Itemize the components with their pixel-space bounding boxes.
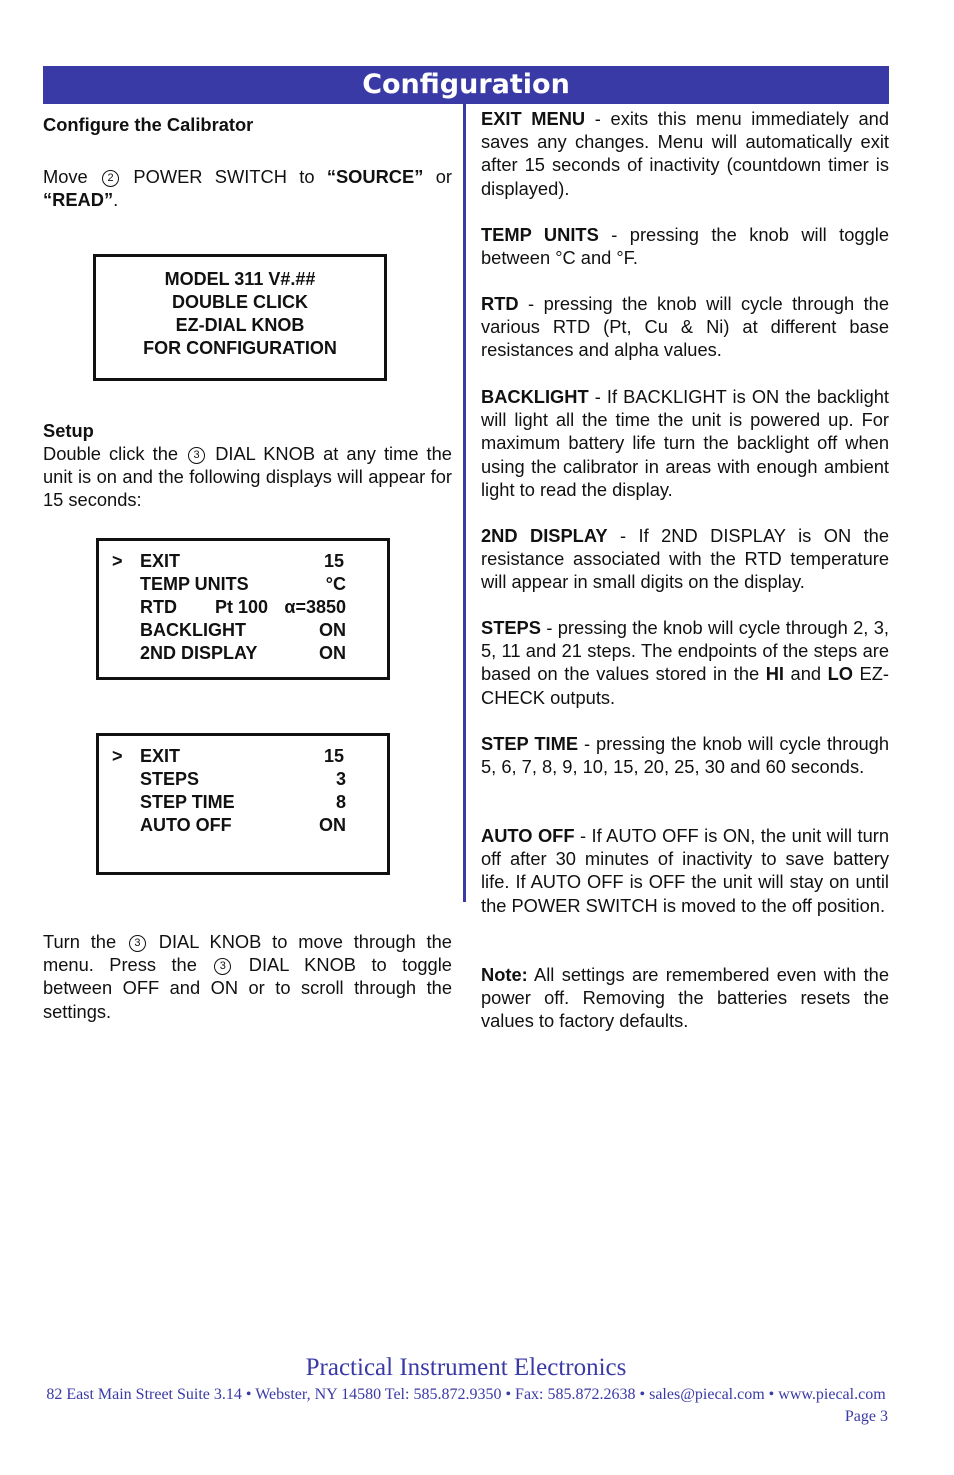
setup-heading: Setup [43, 420, 94, 441]
temp-units-description: TEMP UNITS - pressing the knob will toggle between °C and °F. [481, 224, 889, 269]
second-display-description: 2ND DISPLAY - If 2ND DISPLAY is ON the resistance associated with the RTD temperature will appear in small digits on the display. [481, 525, 889, 593]
auto-off-description: AUTO OFF - If AUTO OFF is ON, the unit will turn off after 30 minutes of inactivity to save battery life. If AUTO OFF is OFF the unit will stay on until the POWER SWITCH is moved to the off position. [481, 825, 890, 916]
menu-row: BACKLIGHT ON [140, 620, 346, 640]
circled-number-3-icon: 3 [129, 935, 146, 952]
backlight-description: BACKLIGHT - If BACKLIGHT is ON the backlight will light all the time the unit is powered up. For maximum battery life turn the backlight off when using the calibrator in areas with enough ambient light to read the display. [481, 386, 889, 500]
menu-cursor: > [112, 746, 123, 766]
step-time-description: STEP TIME - pressing the knob will cycle through 5, 6, 7, 8, 9, 10, 15, 20, 25, 30 and 60 seconds. [481, 733, 889, 778]
page-title: Configuration [43, 66, 889, 104]
circled-number-3-icon: 3 [188, 447, 205, 464]
display-line: FOR CONFIGURATION [143, 338, 337, 358]
menu-row: TEMP UNITS °C [140, 574, 346, 594]
menu-row: AUTO OFF ON [140, 815, 346, 835]
menu-row: RTD Pt 100 α=3850 [140, 597, 346, 617]
move-instruction: Move 2 POWER SWITCH to “SOURCE” or “READ”. [43, 166, 452, 211]
startup-display [93, 254, 387, 381]
page-number: Page 3 [844, 1408, 888, 1425]
menu-row: STEPS 3 [140, 769, 346, 789]
rtd-description: RTD - pressing the knob will cycle through the various RTD (Pt, Cu & Ni) at different base resistances and alpha values. [481, 293, 889, 361]
column-divider [463, 104, 466, 902]
display-line: DOUBLE CLICK [172, 292, 308, 312]
menu-row: STEP TIME 8 [140, 792, 346, 812]
steps-description: STEPS - pressing the knob will cycle through 2, 3, 5, 11 and 21 steps. The endpoints of the steps are based on the values stored in the HI and LO EZ-CHECK outputs. [481, 617, 889, 708]
footer-address: 82 East Main Street Suite 3.14 • Webster, NY 14580 Tel: 585.872.9350 • Fax: 585.872.2638 • sales@piecal.com • www.piecal.com [46, 1386, 886, 1403]
display-line: EZ-DIAL KNOB [175, 315, 305, 335]
menu-row: > EXIT 15 [112, 746, 344, 766]
note: Note: All settings are remembered even with the power off. Removing the batteries resets the values to factory defaults. [481, 964, 889, 1032]
circled-number-3-icon: 3 [214, 958, 231, 975]
display-line: MODEL 311 V#.## [164, 269, 316, 289]
turn-instruction: Turn the 3 DIAL KNOB to move through the menu. Press the 3 DIAL KNOB to toggle between OFF and ON or to scroll through the settings. [43, 931, 452, 1022]
menu-cursor: > [112, 551, 123, 571]
footer-company: Practical Instrument Electronics [305, 1354, 627, 1381]
exit-menu-description: EXIT MENU - exits this menu immediately and saves any changes. Menu will automatically exit after 15 seconds of inactivity (countdown timer is displayed). [481, 108, 889, 199]
configure-heading: Configure the Calibrator [43, 114, 254, 135]
circled-number-2-icon: 2 [102, 170, 119, 187]
menu-row: > EXIT 15 [112, 551, 344, 571]
setup-instruction: Double click the 3 DIAL KNOB at any time the unit is on and the following displays will appear for 15 seconds: [43, 443, 452, 511]
menu-display-1 [96, 538, 390, 680]
menu-display-2 [96, 733, 390, 875]
menu-row: 2ND DISPLAY ON [140, 643, 346, 663]
